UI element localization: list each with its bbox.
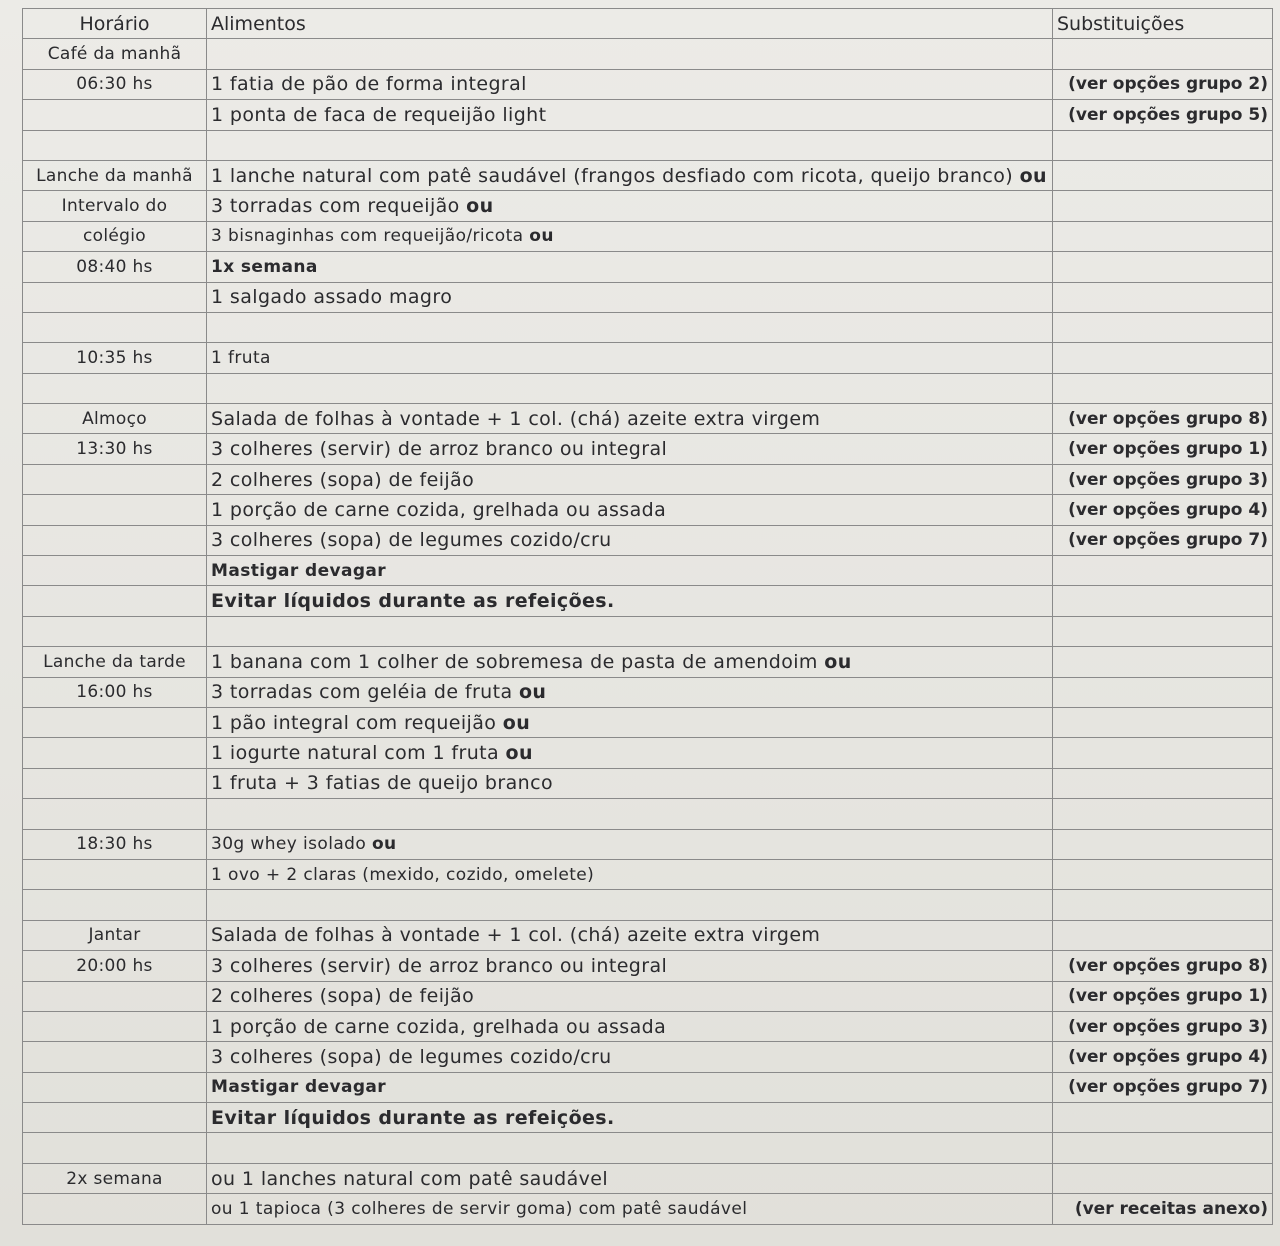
food-text: 3 colheres (servir) de arroz branco ou integral [211,438,668,461]
time-cell [23,586,207,616]
time-cell: 18:30 hs [23,829,207,859]
time-cell [23,616,207,646]
time-cell [23,495,207,525]
food-text: 1 porção de carne cozida, grelhada ou assada [211,498,667,521]
food-text: Salada de folhas à vontade + 1 col. (chá) azeite extra virgem [211,407,821,430]
table-row [23,616,1273,646]
table-row [23,1133,1273,1163]
food-cell [207,404,1053,434]
food-text: 3 torradas com geléia de fruta [211,681,519,704]
substitution-cell: (ver opções grupo 7) [1053,1072,1273,1102]
table-row [23,1163,1273,1193]
time-cell [23,1042,207,1072]
substitution-cell: (ver opções grupo 1) [1053,434,1273,464]
or-connector: ou [466,195,494,218]
food-cell [207,738,1053,768]
time-cell [23,130,207,160]
time-cell [23,707,207,737]
substitution-cell [1053,920,1273,950]
food-cell [207,312,1053,342]
table-row [23,677,1273,707]
time-cell [23,1133,207,1163]
table-row [23,586,1273,616]
food-text: Evitar líquidos durante as refeições. [211,1106,615,1129]
time-cell: Intervalo do [23,191,207,221]
substitution-cell [1053,130,1273,160]
substitution-cell: (ver opções grupo 8) [1053,951,1273,981]
table-row [23,1194,1273,1224]
substitution-cell [1053,859,1273,889]
food-cell [207,373,1053,403]
food-cell [207,191,1053,221]
substitution-cell [1053,312,1273,342]
time-cell: 06:30 hs [23,69,207,99]
table-row [23,525,1273,555]
table-row [23,221,1273,251]
time-cell [23,981,207,1011]
time-cell: 10:35 hs [23,343,207,373]
substitution-cell [1053,160,1273,190]
table-row [23,130,1273,160]
substitution-cell [1053,1103,1273,1133]
food-cell [207,495,1053,525]
time-cell: 16:00 hs [23,677,207,707]
substitution-cell [1053,677,1273,707]
substitution-cell [1053,768,1273,798]
table-row [23,343,1273,373]
substitution-cell: (ver receitas anexo) [1053,1194,1273,1224]
or-connector: ou [1019,164,1047,187]
table-row [23,100,1273,130]
table-row [23,282,1273,312]
substitution-cell: (ver opções grupo 3) [1053,1011,1273,1041]
table-row [23,191,1273,221]
food-cell [207,586,1053,616]
time-cell [23,738,207,768]
time-cell: 08:40 hs [23,252,207,282]
food-text: Mastigar devagar [211,1077,387,1098]
table-row [23,373,1273,403]
food-text: 1 salgado assado magro [211,286,453,309]
substitution-cell [1053,799,1273,829]
substitution-cell [1053,556,1273,586]
time-cell [23,1194,207,1224]
food-text: ou 1 tapioca (3 colheres de servir goma) com patê saudável [211,1198,748,1219]
or-connector: ou [824,650,852,673]
time-cell: 20:00 hs [23,951,207,981]
time-cell: Jantar [23,920,207,950]
time-cell [23,768,207,798]
table-row [23,859,1273,889]
time-cell: Almoço [23,404,207,434]
food-text: 1 pão integral com requeijão [211,711,497,734]
food-text: 1 porção de carne cozida, grelhada ou assada [211,1015,667,1038]
time-cell [23,100,207,130]
table-row [23,495,1273,525]
food-cell [207,616,1053,646]
substitution-cell [1053,616,1273,646]
table-row [23,951,1273,981]
substitution-cell [1053,586,1273,616]
food-text: 1 fatia de pão de forma integral [211,73,527,96]
substitution-cell: (ver opções grupo 4) [1053,495,1273,525]
food-cell [207,160,1053,190]
food-cell [207,1133,1053,1163]
food-cell [207,890,1053,920]
time-cell: Café da manhã [23,39,207,69]
food-text: 3 torradas com requeijão [211,195,460,218]
table-row [23,1042,1273,1072]
food-cell [207,981,1053,1011]
food-text: 1x semana [211,256,318,277]
food-cell [207,1042,1053,1072]
substitution-cell [1053,282,1273,312]
header-horario: Horário [23,9,207,39]
substitution-cell: (ver opções grupo 1) [1053,981,1273,1011]
substitution-cell: (ver opções grupo 7) [1053,525,1273,555]
time-cell: Lanche da tarde [23,647,207,677]
table-row [23,404,1273,434]
or-connector: ou [529,226,554,247]
substitution-cell: (ver opções grupo 8) [1053,404,1273,434]
table-row [23,768,1273,798]
food-text: ou 1 lanches natural com patê saudável [211,1167,609,1190]
substitution-cell: (ver opções grupo 5) [1053,100,1273,130]
food-text: 3 colheres (sopa) de legumes cozido/cru [211,1045,612,1068]
time-cell [23,859,207,889]
food-text: 1 ovo + 2 claras (mexido, cozido, omelete) [211,864,595,885]
table-row [23,647,1273,677]
food-cell [207,1072,1053,1102]
food-text: 30g whey isolado [211,834,367,855]
time-cell [23,464,207,494]
time-cell [23,282,207,312]
food-cell [207,1103,1053,1133]
food-cell [207,343,1053,373]
food-text: Evitar líquidos durante as refeições. [211,590,615,613]
meal-plan-body [23,9,1273,1225]
time-cell [23,1103,207,1133]
food-text: 1 banana com 1 colher de sobremesa de pasta de amendoim [211,650,818,673]
food-cell [207,282,1053,312]
food-cell [207,39,1053,69]
food-text: 1 lanche natural com patê saudável (frangos desfiado com ricota, queijo branco) [211,164,1014,187]
food-cell [207,951,1053,981]
time-cell [23,525,207,555]
table-row [23,464,1273,494]
food-text: 1 fruta [211,347,271,368]
food-cell [207,1163,1053,1193]
substitution-cell [1053,221,1273,251]
table-row [23,1072,1273,1102]
substitution-cell [1053,1133,1273,1163]
table-row [23,707,1273,737]
time-cell [23,1011,207,1041]
time-cell: 2x semana [23,1163,207,1193]
table-row [23,981,1273,1011]
substitution-cell: (ver opções grupo 3) [1053,464,1273,494]
food-cell [207,100,1053,130]
or-connector: ou [371,834,397,855]
substitution-cell: (ver opções grupo 2) [1053,69,1273,99]
food-text: 2 colheres (sopa) de feijão [211,468,475,491]
substitution-cell [1053,707,1273,737]
time-cell: Lanche da manhã [23,160,207,190]
substitution-cell [1053,738,1273,768]
food-cell [207,525,1053,555]
table-row [23,1103,1273,1133]
food-cell [207,920,1053,950]
table-row [23,890,1273,920]
food-text: 1 ponta de faca de requeijão light [211,103,547,126]
food-cell [207,130,1053,160]
table-row [23,738,1273,768]
food-cell [207,799,1053,829]
food-cell [207,556,1053,586]
food-text: 3 colheres (servir) de arroz branco ou integral [211,954,668,977]
time-cell: 13:30 hs [23,434,207,464]
substitution-cell [1053,647,1273,677]
food-cell [207,434,1053,464]
food-cell [207,768,1053,798]
food-cell [207,647,1053,677]
or-connector: ou [505,742,533,765]
table-row [23,920,1273,950]
time-cell [23,312,207,342]
time-cell: colégio [23,221,207,251]
food-cell [207,221,1053,251]
substitution-cell [1053,39,1273,69]
food-cell [207,1194,1053,1224]
table-row [23,69,1273,99]
food-text: Salada de folhas à vontade + 1 col. (chá) azeite extra virgem [211,924,821,947]
food-cell [207,677,1053,707]
substitution-cell: (ver opções grupo 4) [1053,1042,1273,1072]
substitution-cell [1053,191,1273,221]
substitution-cell [1053,373,1273,403]
food-cell [207,252,1053,282]
table-row [23,434,1273,464]
food-cell [207,69,1053,99]
or-connector: ou [502,711,531,734]
substitution-cell [1053,252,1273,282]
food-text: Mastigar devagar [211,560,387,581]
time-cell [23,799,207,829]
table-row [23,1011,1273,1041]
food-text: 1 iogurte natural com 1 fruta [211,742,500,765]
table-row [23,39,1273,69]
substitution-cell [1053,343,1273,373]
time-cell [23,373,207,403]
food-text: 3 bisnaginhas com requeijão/ricota [211,226,524,247]
time-cell [23,890,207,920]
food-cell [207,829,1053,859]
table-row [23,556,1273,586]
food-cell [207,464,1053,494]
table-row [23,829,1273,859]
food-cell [207,859,1053,889]
table-row [23,799,1273,829]
header-alimentos: Alimentos [207,9,1053,39]
substitution-cell [1053,829,1273,859]
time-cell [23,556,207,586]
header-row [23,9,1273,39]
food-cell [207,1011,1053,1041]
table-row [23,312,1273,342]
or-connector: ou [518,681,547,704]
time-cell [23,1072,207,1102]
substitution-cell [1053,1163,1273,1193]
food-text: 2 colheres (sopa) de feijão [211,985,475,1008]
table-row [23,160,1273,190]
meal-plan-table [22,8,1273,1225]
food-text: 3 colheres (sopa) de legumes cozido/cru [211,529,612,552]
food-text: 1 fruta + 3 fatias de queijo branco [211,772,553,795]
table-row [23,252,1273,282]
header-substituicoes: Substituições [1053,9,1273,39]
food-cell [207,707,1053,737]
substitution-cell [1053,890,1273,920]
